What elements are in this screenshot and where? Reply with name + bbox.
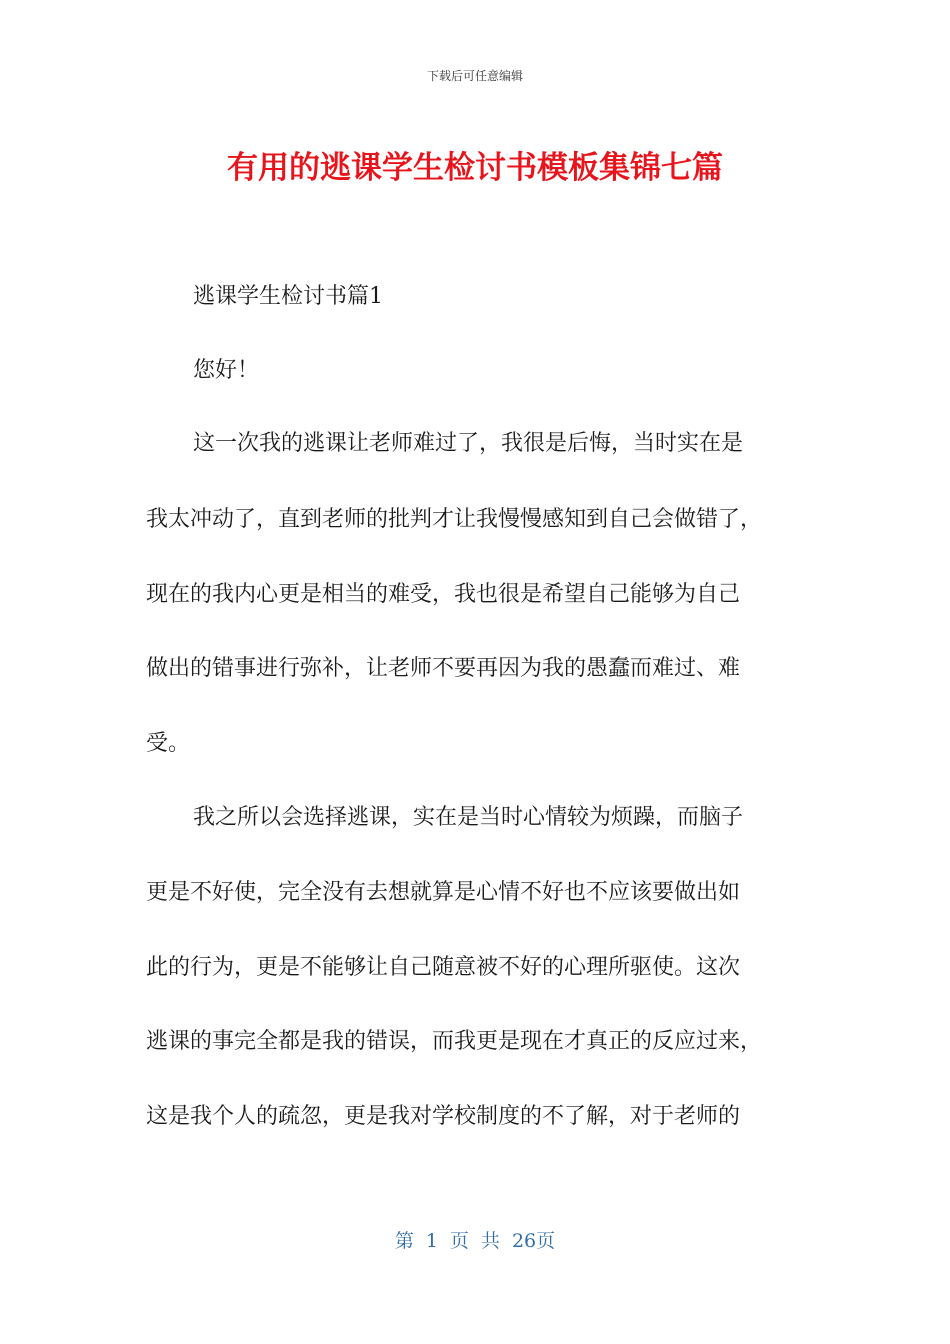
total-pages: 26页 bbox=[511, 1230, 556, 1252]
footer-word-page: 第 bbox=[394, 1230, 414, 1252]
paragraph-line: 更是不好使，完全没有去想就算是心情不好也不应该要做出如 bbox=[146, 880, 741, 905]
current-page-number: 1 bbox=[425, 1230, 438, 1252]
paragraph-line: 此的行为，更是不能够让自己随意被不好的心理所驱使。这次 bbox=[146, 955, 741, 980]
paragraph-line: 这一次我的逃课让老师难过了，我很是后悔，当时实在是 bbox=[193, 431, 744, 456]
paragraph-line: 现在的我内心更是相当的难受，我也很是希望自己能够为自己 bbox=[146, 582, 741, 607]
paragraph-line: 受。 bbox=[146, 731, 191, 756]
footer-word-total: 共 bbox=[480, 1230, 500, 1252]
document-title: 有用的逃课学生检讨书模板集锦七篇 bbox=[227, 150, 723, 186]
footer-word-ye: 页 bbox=[449, 1230, 469, 1252]
paragraph-line: 这是我个人的疏忽，更是我对学校制度的不了解，对于老师的 bbox=[146, 1104, 741, 1129]
paragraph-line: 做出的错事进行弥补，让老师不要再因为我的愚蠢而难过、难 bbox=[146, 656, 741, 681]
paragraph-line: 我太冲动了，直到老师的批判才让我慢慢感知到自己会做错了， bbox=[146, 507, 763, 532]
paragraph-line: 我之所以会选择逃课，实在是当时心情较为烦躁，而脑子 bbox=[193, 805, 744, 830]
paragraph-line: 逃课的事完全都是我的错误，而我更是现在才真正的反应过来， bbox=[146, 1029, 763, 1054]
header-note: 下载后可任意编辑 bbox=[426, 69, 523, 83]
section-heading: 逃课学生检讨书篇1 bbox=[193, 284, 383, 309]
greeting-line: 您好！ bbox=[193, 358, 260, 383]
page-number-footer bbox=[0, 1226, 950, 1253]
